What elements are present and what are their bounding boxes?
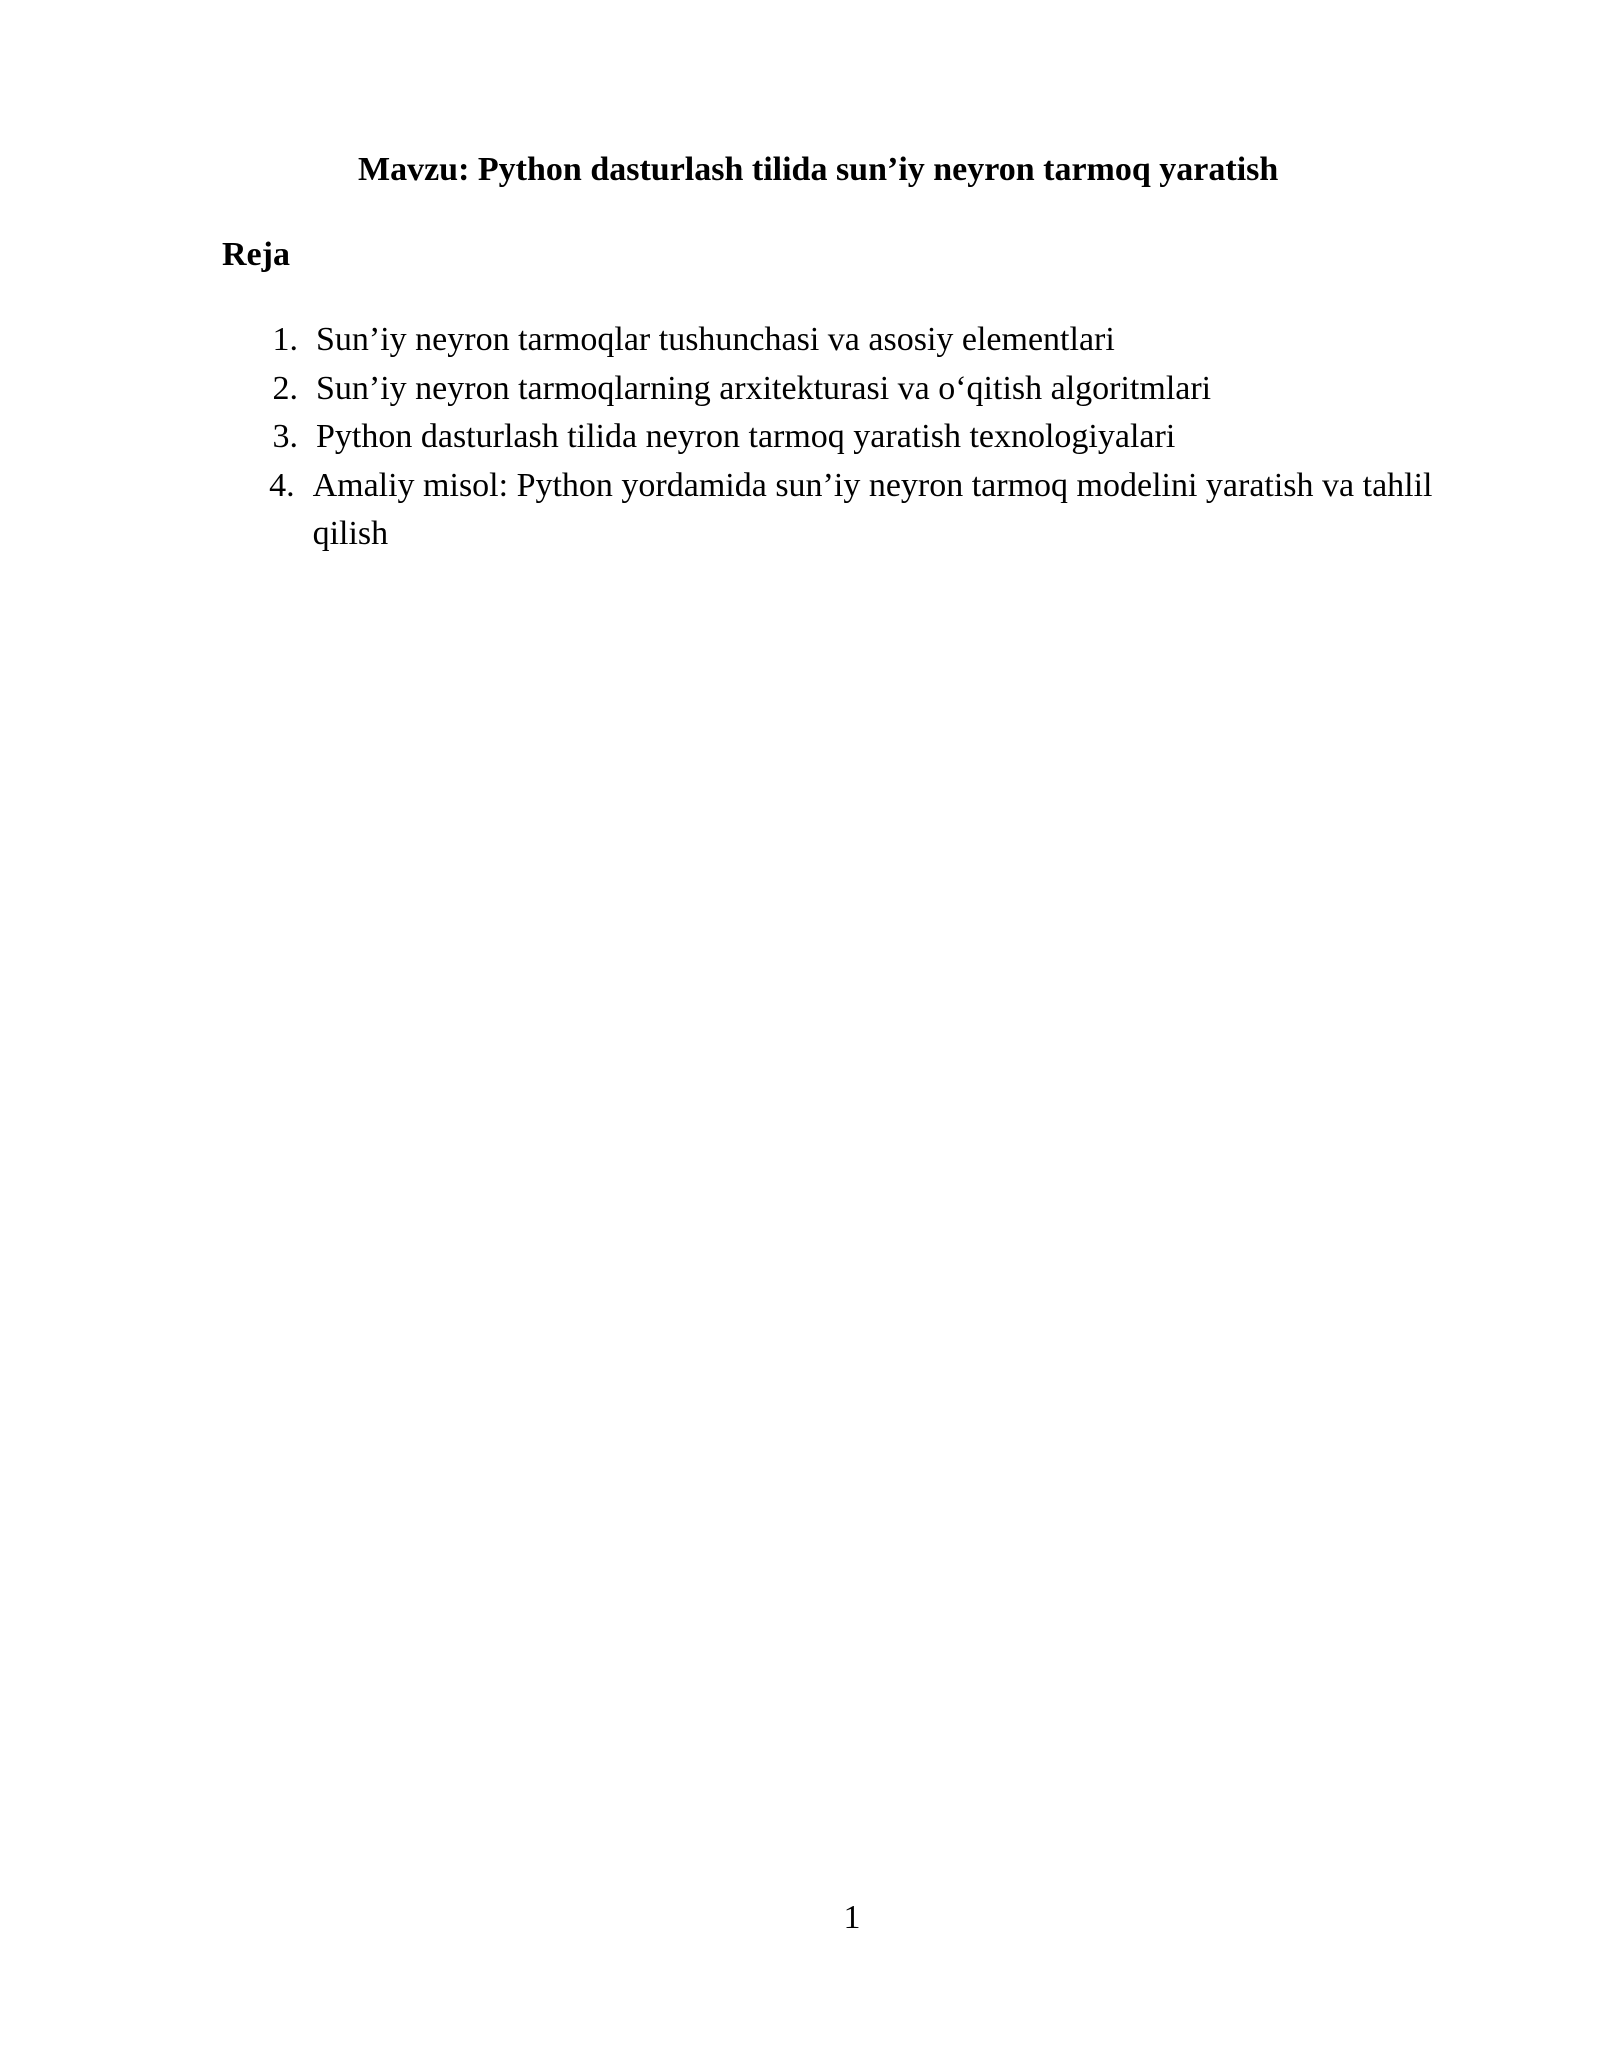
list-item-number: 2. — [272, 369, 298, 407]
list-item — [222, 316, 1462, 365]
list-item-text: Python dasturlash tilida neyron tarmoq yaratish texnologiyalari — [316, 418, 1176, 455]
page-number: 1 — [843, 1899, 861, 1936]
list-item-number: 1. — [272, 321, 298, 358]
list-item — [222, 413, 1462, 462]
list-item-text: Sun’iy neyron tarmoqlar tushunchasi va asosiy elementlari — [316, 321, 1115, 358]
list-item-text: Sun’iy neyron tarmoqlarning arxitekturasi va o‘qitish algoritmlari — [316, 369, 1212, 407]
section-heading: Reja — [222, 236, 290, 273]
list-item-number: 4. — [269, 466, 295, 504]
list-item-number: 3. — [272, 418, 298, 455]
plan-list — [222, 316, 1462, 559]
list-item — [222, 462, 1462, 559]
list-item-text: Amaliy misol: Python yordamida sun’iy neyron tarmoq modelini yaratish va tahlil qilish — [312, 466, 1433, 552]
list-item — [222, 365, 1462, 414]
document-title: Mavzu: Python dasturlash tilida sun’iy neyron tarmoq yaratish — [358, 151, 1279, 188]
